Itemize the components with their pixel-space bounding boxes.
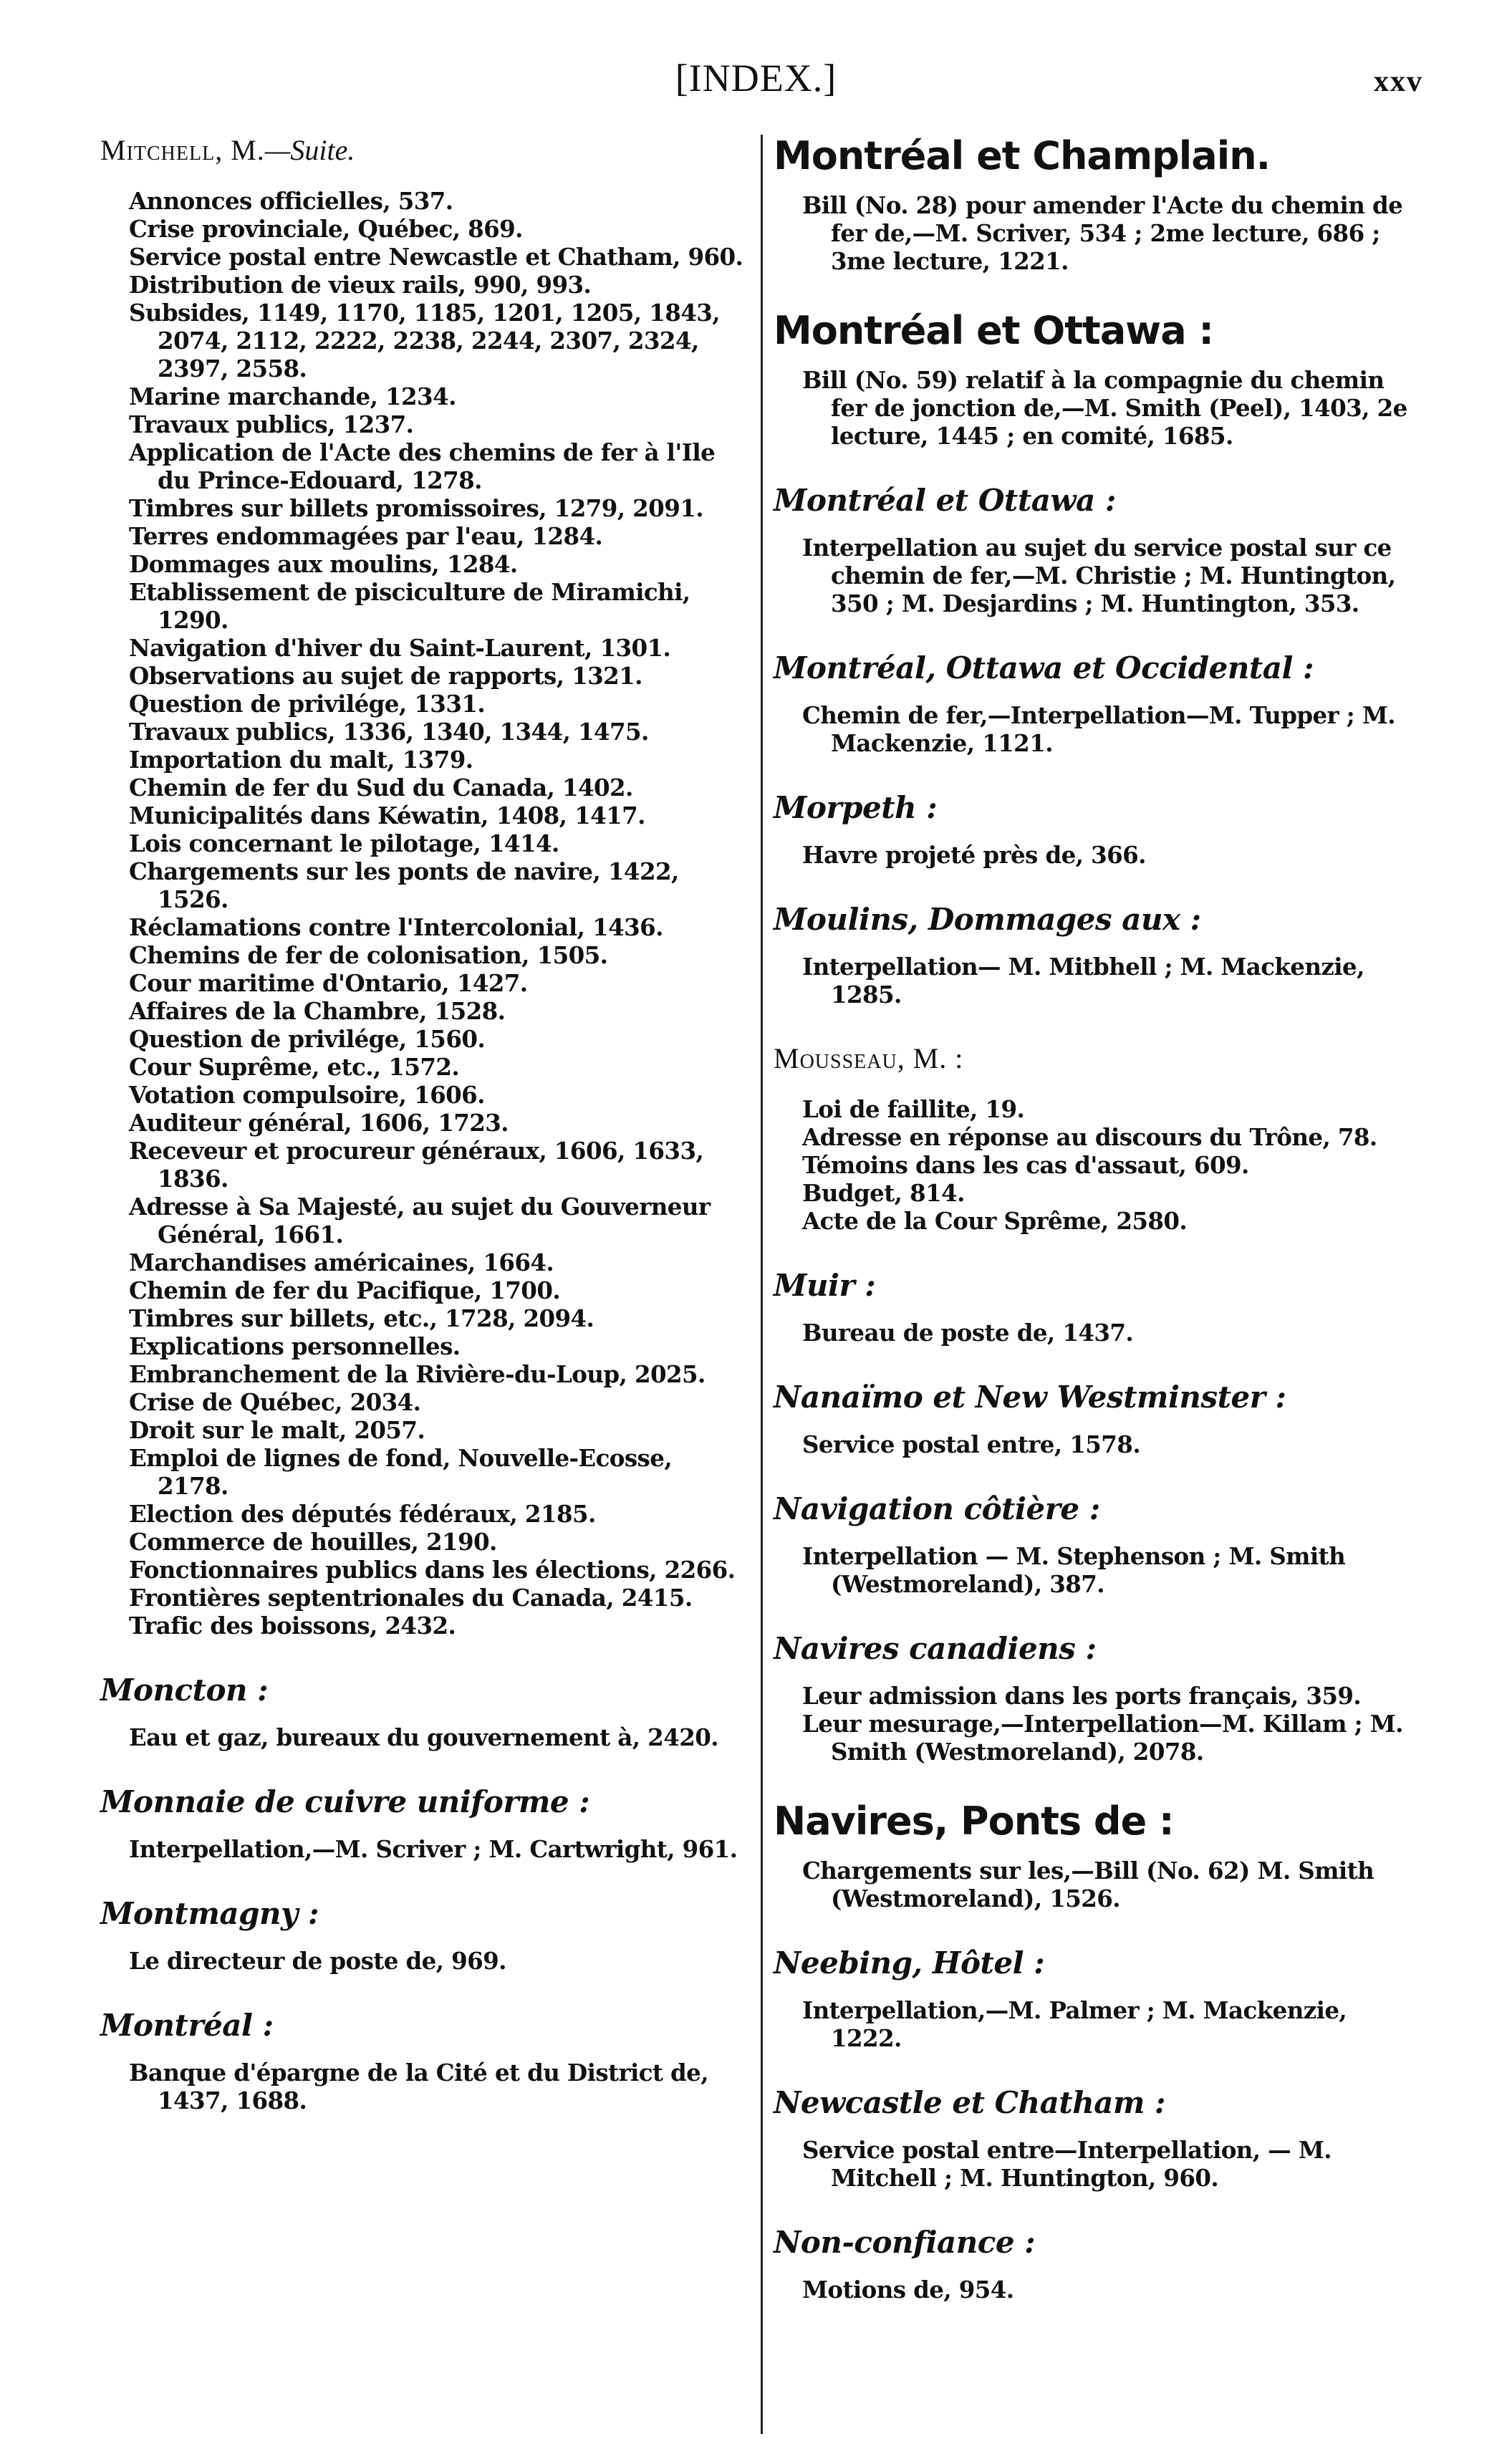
subentry-list — [100, 1835, 745, 1863]
index-entry — [774, 902, 1418, 1009]
subentry: Frontières septentrionales du Canada, 2415. — [129, 1584, 693, 1612]
subentry: Interpellation — M. Stephenson ; M. Smith (Westmoreland), 387. — [802, 1542, 1346, 1598]
subentry-list — [774, 1319, 1418, 1347]
subentry-list — [774, 1095, 1418, 1235]
page-number: xxv — [1374, 65, 1423, 98]
entry-heading: Montréal et Champlain. — [774, 133, 1271, 178]
index-entry — [774, 1380, 1418, 1458]
index-entry — [774, 1041, 1418, 1235]
subentry: Importation du malt, 1379. — [129, 746, 473, 774]
subentry: Chemin de fer,—Interpellation—M. Tupper ; M. Mackenzie, 1121. — [802, 701, 1395, 757]
subentry: Question de privilége, 1331. — [129, 690, 486, 718]
index-entry — [774, 2225, 1418, 2304]
subentry: Service postal entre—Interpellation, — M. Mitchell ; M. Huntington, 960. — [802, 2136, 1332, 2192]
entry-heading: Morpeth : — [774, 790, 938, 825]
entry-heading: Montréal et Ottawa : — [774, 308, 1214, 353]
subentry: Votation compulsoire, 1606. — [129, 1081, 485, 1109]
subentry: Acte de la Cour Sprême, 2580. — [802, 1207, 1188, 1235]
subentry: Témoins dans les cas d'assaut, 609. — [802, 1151, 1249, 1179]
subentry: Leur admission dans les ports français, 359. — [802, 1682, 1362, 1710]
subentry: Chemin de fer du Sud du Canada, 1402. — [129, 774, 633, 802]
subentry: Chemin de fer du Pacifique, 1700. — [129, 1276, 561, 1304]
subentry: Budget, 814. — [802, 1179, 965, 1207]
subentry: Municipalités dans Kéwatin, 1408, 1417. — [129, 802, 645, 829]
left-column — [100, 133, 745, 2147]
subentry: Interpellation,—M. Palmer ; M. Mackenzie, 1222. — [802, 1996, 1347, 2052]
entry-heading: Montréal, Ottawa et Occidental : — [774, 650, 1314, 685]
subentry: Crise provinciale, Québec, 869. — [129, 215, 523, 243]
subentry-list — [774, 701, 1418, 757]
subentry: Embranchement de la Rivière-du-Loup, 2025. — [129, 1360, 706, 1388]
subentry: Leur mesurage,—Interpellation—M. Killam ; M. Smith (Westmoreland), 2078. — [802, 1710, 1403, 1766]
subentry: Lois concernant le pilotage, 1414. — [129, 829, 559, 857]
entry-heading: Montréal et Ottawa : — [774, 483, 1116, 518]
index-entry — [774, 133, 1418, 275]
subentry: Cour maritime d'Ontario, 1427. — [129, 969, 528, 997]
subentry-list — [774, 534, 1418, 617]
subentry: Droit sur le malt, 2057. — [129, 1416, 425, 1444]
entry-heading: Navires, Ponts de : — [774, 1799, 1174, 1844]
right-column — [774, 133, 1418, 2337]
entry-heading-name: Mitchell, M. — [100, 134, 265, 166]
subentry-list — [774, 1430, 1418, 1458]
index-entry — [774, 483, 1418, 617]
subentry: Motions de, 954. — [802, 2276, 1014, 2304]
subentry: Interpellation,—M. Scriver ; M. Cartwright, 961. — [129, 1835, 738, 1863]
entry-heading: Monnaie de cuivre uniforme : — [100, 1784, 590, 1819]
entry-heading: Montréal : — [100, 2008, 274, 2043]
subentry: Observations au sujet de rapports, 1321. — [129, 662, 642, 690]
index-entry — [774, 650, 1418, 757]
subentry: Havre projeté près de, 366. — [802, 841, 1146, 869]
page-header-title: [INDEX.] — [675, 57, 837, 100]
entry-heading: Newcastle et Chatham : — [774, 2085, 1166, 2120]
subentry: Bureau de poste de, 1437. — [802, 1319, 1134, 1347]
subentry: Annonces officielles, 537. — [129, 187, 453, 215]
index-entry — [100, 2008, 745, 2114]
index-entry — [100, 1896, 745, 1975]
subentry: Chemins de fer de colonisation, 1505. — [129, 941, 608, 969]
index-entry-mitchell — [100, 133, 745, 1640]
subentry: Adresse en réponse au discours du Trône, 78. — [802, 1123, 1377, 1151]
subentry: Election des députés fédéraux, 2185. — [129, 1500, 596, 1528]
subentry: Receveur et procureur généraux, 1606, 1633, 1836. — [129, 1137, 704, 1193]
index-entry — [774, 1799, 1418, 1912]
subentry: Adresse à Sa Majesté, au sujet du Gouverneur Général, 1661. — [129, 1193, 711, 1248]
subentry: Crise de Québec, 2034. — [129, 1388, 421, 1416]
subentry-list — [774, 1857, 1418, 1912]
subentry: Travaux publics, 1336, 1340, 1344, 1475. — [129, 718, 649, 746]
subentry-list — [100, 2059, 745, 2114]
subentry: Explications personnelles. — [129, 1332, 461, 1360]
subentry: Trafic des boissons, 2432. — [129, 1612, 456, 1640]
subentry-list — [774, 1996, 1418, 2052]
subentry-list — [774, 366, 1418, 450]
subentry: Affaires de la Chambre, 1528. — [129, 997, 506, 1025]
entry-heading-suffix: —Suite. — [264, 134, 355, 166]
subentry-list — [774, 2276, 1418, 2304]
subentry: Fonctionnaires publics dans les élections, 2266. — [129, 1556, 736, 1584]
subentry: Marine marchande, 1234. — [129, 382, 456, 410]
subentry-list — [774, 1542, 1418, 1598]
entry-heading: Nanaïmo et New Westminster : — [774, 1380, 1286, 1415]
subentry-list — [100, 1723, 745, 1751]
entry-heading: Mousseau, M. : — [774, 1042, 964, 1074]
subentry: Navigation d'hiver du Saint-Laurent, 1301. — [129, 634, 671, 662]
entry-heading: Moulins, Dommages aux : — [774, 902, 1201, 937]
subentry: Marchandises américaines, 1664. — [129, 1248, 554, 1276]
subentry: Réclamations contre l'Intercolonial, 1436. — [129, 913, 663, 941]
subentry: Banque d'épargne de la Cité et du District de, 1437, 1688. — [129, 2059, 708, 2114]
subentry: Cour Suprême, etc., 1572. — [129, 1053, 460, 1081]
subentry: Etablissement de pisciculture de Miramichi, 1290. — [129, 578, 690, 634]
subentry: Interpellation— M. Mitbhell ; M. Mackenzie, 1285. — [802, 953, 1364, 1009]
subentry-list — [774, 841, 1418, 869]
subentry: Auditeur général, 1606, 1723. — [129, 1109, 509, 1137]
column-divider — [761, 135, 763, 2434]
subentry: Commerce de houilles, 2190. — [129, 1528, 497, 1556]
entry-heading: Muir : — [774, 1268, 876, 1303]
subentry: Timbres sur billets promissoires, 1279, 2091. — [129, 494, 703, 522]
entry-heading — [100, 133, 745, 167]
subentry: Application de l'Acte des chemins de fer à l'Ile du Prince-Edouard, 1278. — [129, 438, 716, 494]
subentry: Timbres sur billets, etc., 1728, 2094. — [129, 1304, 594, 1332]
entry-heading: Neebing, Hôtel : — [774, 1945, 1045, 1981]
subentry-list — [774, 1682, 1418, 1766]
subentry: Chargements sur les ponts de navire, 1422, 1526. — [129, 857, 679, 913]
entry-heading: Moncton : — [100, 1673, 269, 1708]
index-entry — [100, 1673, 745, 1751]
index-entry — [774, 1491, 1418, 1598]
subentry: Service postal entre Newcastle et Chatham, 960. — [129, 243, 743, 271]
subentry: Dommages aux moulins, 1284. — [129, 550, 518, 578]
subentry: Distribution de vieux rails, 990, 993. — [129, 271, 592, 299]
entry-heading: Montmagny : — [100, 1896, 319, 1931]
subentry: Subsides, 1149, 1170, 1185, 1201, 1205, 1843, 2074, 2112, 2222, 2238, 2244, 2307, 2324, 2397, 2558. — [129, 299, 720, 382]
entry-heading: Navigation côtière : — [774, 1491, 1100, 1526]
subentry: Bill (No. 28) pour amender l'Acte du chemin de fer de,—M. Scriver, 534 ; 2me lecture, 686 ; 3me lecture, 1221. — [802, 191, 1403, 275]
subentry-list — [774, 953, 1418, 1009]
entry-heading: Navires canadiens : — [774, 1631, 1097, 1666]
index-entry — [100, 1784, 745, 1863]
subentry-list — [774, 191, 1418, 275]
index-entry — [774, 308, 1418, 450]
subentry: Le directeur de poste de, 969. — [129, 1947, 506, 1975]
index-entry — [774, 1945, 1418, 2052]
index-entry — [774, 2085, 1418, 2192]
index-entry — [774, 1268, 1418, 1347]
subentry: Question de privilége, 1560. — [129, 1025, 486, 1053]
entry-heading: Non-confiance : — [774, 2225, 1036, 2260]
subentry-list — [774, 2136, 1418, 2192]
index-entry — [774, 790, 1418, 869]
subentry: Terres endommagées par l'eau, 1284. — [129, 522, 603, 550]
left-entries — [100, 1673, 745, 2114]
subentry-list — [100, 187, 745, 1640]
subentry: Eau et gaz, bureaux du gouvernement à, 2420. — [129, 1723, 718, 1751]
subentry: Travaux publics, 1237. — [129, 410, 414, 438]
subentry: Chargements sur les,—Bill (No. 62) M. Smith (Westmoreland), 1526. — [802, 1857, 1374, 1912]
subentry: Loi de faillite, 19. — [802, 1095, 1025, 1123]
subentry: Service postal entre, 1578. — [802, 1430, 1141, 1458]
subentry: Interpellation au sujet du service postal sur ce chemin de fer,—M. Christie ; M. Huntington, 350 ; M. Desjardins ; M. Huntington, 353. — [802, 534, 1396, 617]
index-entry — [774, 1631, 1418, 1766]
subentry: Bill (No. 59) relatif à la compagnie du chemin fer de jonction de,—M. Smith (Peel), 1403, 2e lecture, 1445 ; en comité, 1685. — [802, 366, 1407, 450]
subentry: Emploi de lignes de fond, Nouvelle-Ecosse, 2178. — [129, 1444, 673, 1500]
subentry-list — [100, 1947, 745, 1975]
